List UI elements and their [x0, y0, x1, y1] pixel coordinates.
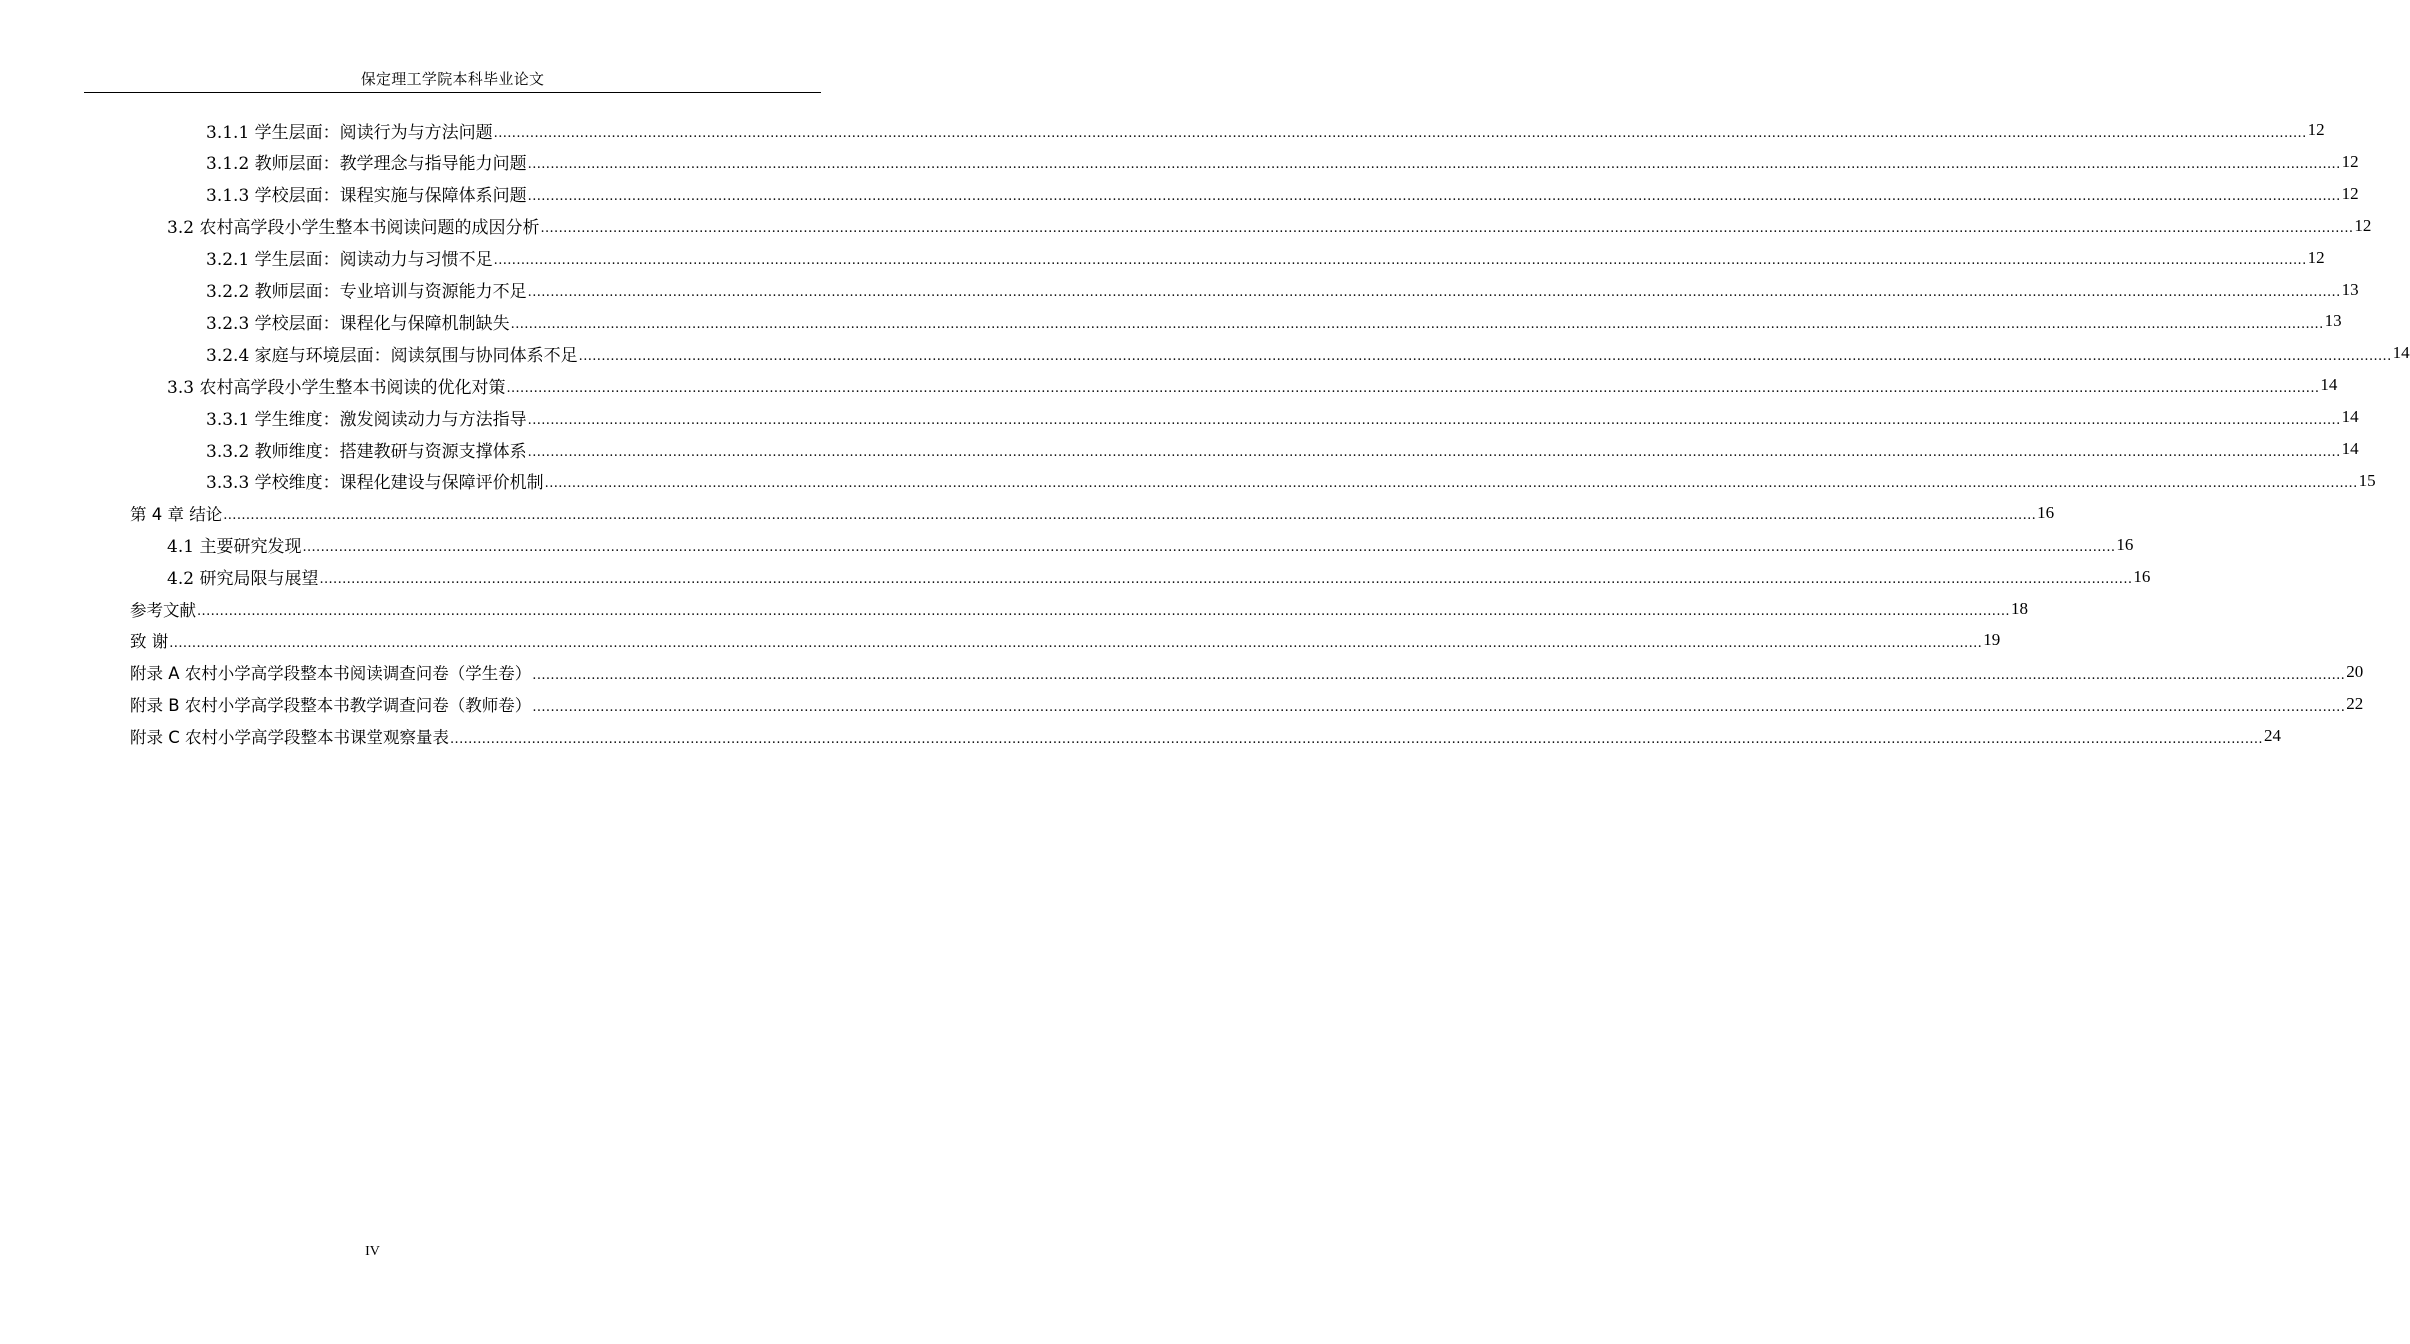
- toc-leader-dots: ................................................................................................................................................................................................................................................................................................................................................................................................................: [493, 125, 2307, 141]
- toc-leader-dots: ................................................................................................................................................................................................................................................................................................................................................................................................................: [540, 221, 2354, 237]
- toc-entry-title: 3.2.3 学校层面：课程化与保障机制缺失: [206, 313, 510, 334]
- toc-entry[interactable]: [167, 529, 2134, 561]
- toc-entry[interactable]: [206, 178, 2359, 210]
- toc-entry-page: 24: [2263, 726, 2281, 746]
- toc-entry-page: 19: [1983, 630, 2001, 650]
- page-number: IV: [365, 1244, 380, 1259]
- toc-entry[interactable]: [167, 561, 2151, 593]
- toc-entry-title: 3.3.1 学生维度：激发阅读动力与方法指导: [206, 409, 527, 430]
- toc-leader-dots: ................................................................................................................................................................................................................................................................................................................................................................................................................: [223, 508, 2037, 524]
- toc-leader-dots: ................................................................................................................................................................................................................................................................................................................................................................................................................: [169, 635, 1983, 651]
- toc-leader-dots: ................................................................................................................................................................................................................................................................................................................................................................................................................: [493, 253, 2307, 269]
- toc-entry-title: 3.1.1 学生层面：阅读行为与方法问题: [206, 122, 493, 143]
- toc-entry[interactable]: [206, 465, 2376, 497]
- toc-entry-page: 12: [2341, 183, 2359, 203]
- toc-entry[interactable]: [206, 433, 2359, 465]
- toc-entry-page: 12: [2307, 120, 2325, 139]
- toc-entry-page: 12: [2341, 151, 2359, 171]
- toc-entry-title: 3.1.2 教师层面：教学理念与指导能力问题: [206, 154, 527, 175]
- toc-entry[interactable]: [167, 210, 2372, 242]
- toc-leader-dots: ................................................................................................................................................................................................................................................................................................................................................................................................................: [197, 604, 2010, 619]
- toc-entry-page: 14: [2392, 343, 2410, 363]
- toc-entry[interactable]: [206, 242, 2325, 274]
- toc-entry[interactable]: [130, 688, 2364, 720]
- toc-entry[interactable]: [206, 337, 2410, 369]
- toc-entry-page: 13: [2324, 311, 2342, 331]
- toc-leader-dots: ................................................................................................................................................................................................................................................................................................................................................................................................................: [527, 412, 2341, 428]
- toc-entry[interactable]: [206, 114, 2325, 146]
- toc-entry-title: 3.2.4 家庭与环境层面：阅读氛围与协同体系不足: [206, 345, 578, 366]
- toc-leader-dots: ................................................................................................................................................................................................................................................................................................................................................................................................................: [527, 157, 2341, 173]
- toc-entry[interactable]: [206, 401, 2359, 433]
- toc-entry-page: 15: [2358, 470, 2376, 490]
- toc-leader-dots: ................................................................................................................................................................................................................................................................................................................................................................................................................: [302, 540, 2116, 556]
- toc-entry-page: 14: [2341, 407, 2359, 427]
- toc-entry[interactable]: [206, 305, 2342, 337]
- page-header: 保定理工学院本科毕业论文: [360, 70, 545, 88]
- toc-entry-title: 3.2.1 学生层面：阅读动力与习惯不足: [206, 250, 493, 271]
- toc-entry-page: 20: [2346, 662, 2364, 682]
- toc-entry[interactable]: [167, 369, 2338, 401]
- toc-entry-title: 附录 B 农村小学高学段整本书教学调查问卷（教师卷）: [130, 696, 532, 716]
- header-divider: [84, 92, 821, 93]
- toc-entry[interactable]: [130, 624, 2001, 656]
- toc-leader-dots: ................................................................................................................................................................................................................................................................................................................................................................................................................: [578, 348, 2392, 364]
- toc-entry[interactable]: [130, 720, 2281, 752]
- toc-entry-page: 16: [2133, 566, 2151, 586]
- toc-entry-title: 4.2 研究局限与展望: [167, 569, 319, 590]
- toc-entry-page: 16: [2116, 534, 2134, 554]
- toc-entry-title: 致 谢: [130, 632, 169, 652]
- toc-leader-dots: ................................................................................................................................................................................................................................................................................................................................................................................................................: [544, 476, 2358, 492]
- toc-entry-title: 第 4 章 结论: [130, 504, 223, 524]
- toc-entry-page: 12: [2307, 247, 2325, 267]
- toc-entry-title: 参考文献: [130, 600, 196, 620]
- toc-entry[interactable]: [130, 497, 2055, 529]
- toc-entry-title: 4.1 主要研究发现: [167, 537, 302, 558]
- toc-entry[interactable]: [130, 593, 2028, 625]
- toc-leader-dots: ................................................................................................................................................................................................................................................................................................................................................................................................................: [532, 699, 2346, 715]
- toc-entry-page: 18: [2010, 598, 2028, 618]
- toc-entry-title: 附录 A 农村小学高学段整本书阅读调查问卷（学生卷）: [130, 664, 532, 684]
- toc-entry-page: 14: [2341, 439, 2359, 458]
- toc-entry-page: 16: [2037, 502, 2055, 522]
- toc-entry-title: 3.3 农村高学段小学生整本书阅读的优化对策: [167, 377, 506, 398]
- toc-entry-page: 14: [2320, 375, 2338, 395]
- toc-entry-title: 3.3.3 学校维度：课程化建设与保障评价机制: [206, 473, 544, 494]
- toc-entry-title: 3.3.2 教师维度：搭建教研与资源支撑体系: [206, 441, 527, 462]
- toc-entry-title: 3.2.2 教师层面：专业培训与资源能力不足: [206, 282, 527, 302]
- toc-leader-dots: ................................................................................................................................................................................................................................................................................................................................................................................................................: [450, 731, 2263, 747]
- toc-leader-dots: ................................................................................................................................................................................................................................................................................................................................................................................................................: [506, 380, 2320, 396]
- toc-entry[interactable]: [206, 146, 2359, 178]
- toc-leader-dots: ................................................................................................................................................................................................................................................................................................................................................................................................................: [532, 667, 2346, 683]
- toc-leader-dots: ................................................................................................................................................................................................................................................................................................................................................................................................................: [527, 189, 2341, 205]
- toc-entry[interactable]: [206, 274, 2359, 306]
- toc-leader-dots: ................................................................................................................................................................................................................................................................................................................................................................................................................: [527, 444, 2341, 460]
- toc-entry-title: 3.1.3 学校层面：课程实施与保障体系问题: [206, 186, 527, 207]
- toc-entry-title: 附录 C 农村小学高学段整本书课堂观察量表: [130, 728, 450, 748]
- toc-entry-page: 13: [2341, 279, 2359, 299]
- toc-entry-page: 22: [2346, 694, 2364, 714]
- toc-leader-dots: ................................................................................................................................................................................................................................................................................................................................................................................................................: [527, 285, 2341, 300]
- toc-leader-dots: ................................................................................................................................................................................................................................................................................................................................................................................................................: [319, 572, 2133, 588]
- toc-entry-page: 12: [2354, 215, 2372, 235]
- toc-entry-title: 3.2 农村高学段小学生整本书阅读问题的成因分析: [167, 218, 540, 239]
- toc-leader-dots: ................................................................................................................................................................................................................................................................................................................................................................................................................: [510, 316, 2324, 332]
- toc-entry[interactable]: [130, 656, 2364, 688]
